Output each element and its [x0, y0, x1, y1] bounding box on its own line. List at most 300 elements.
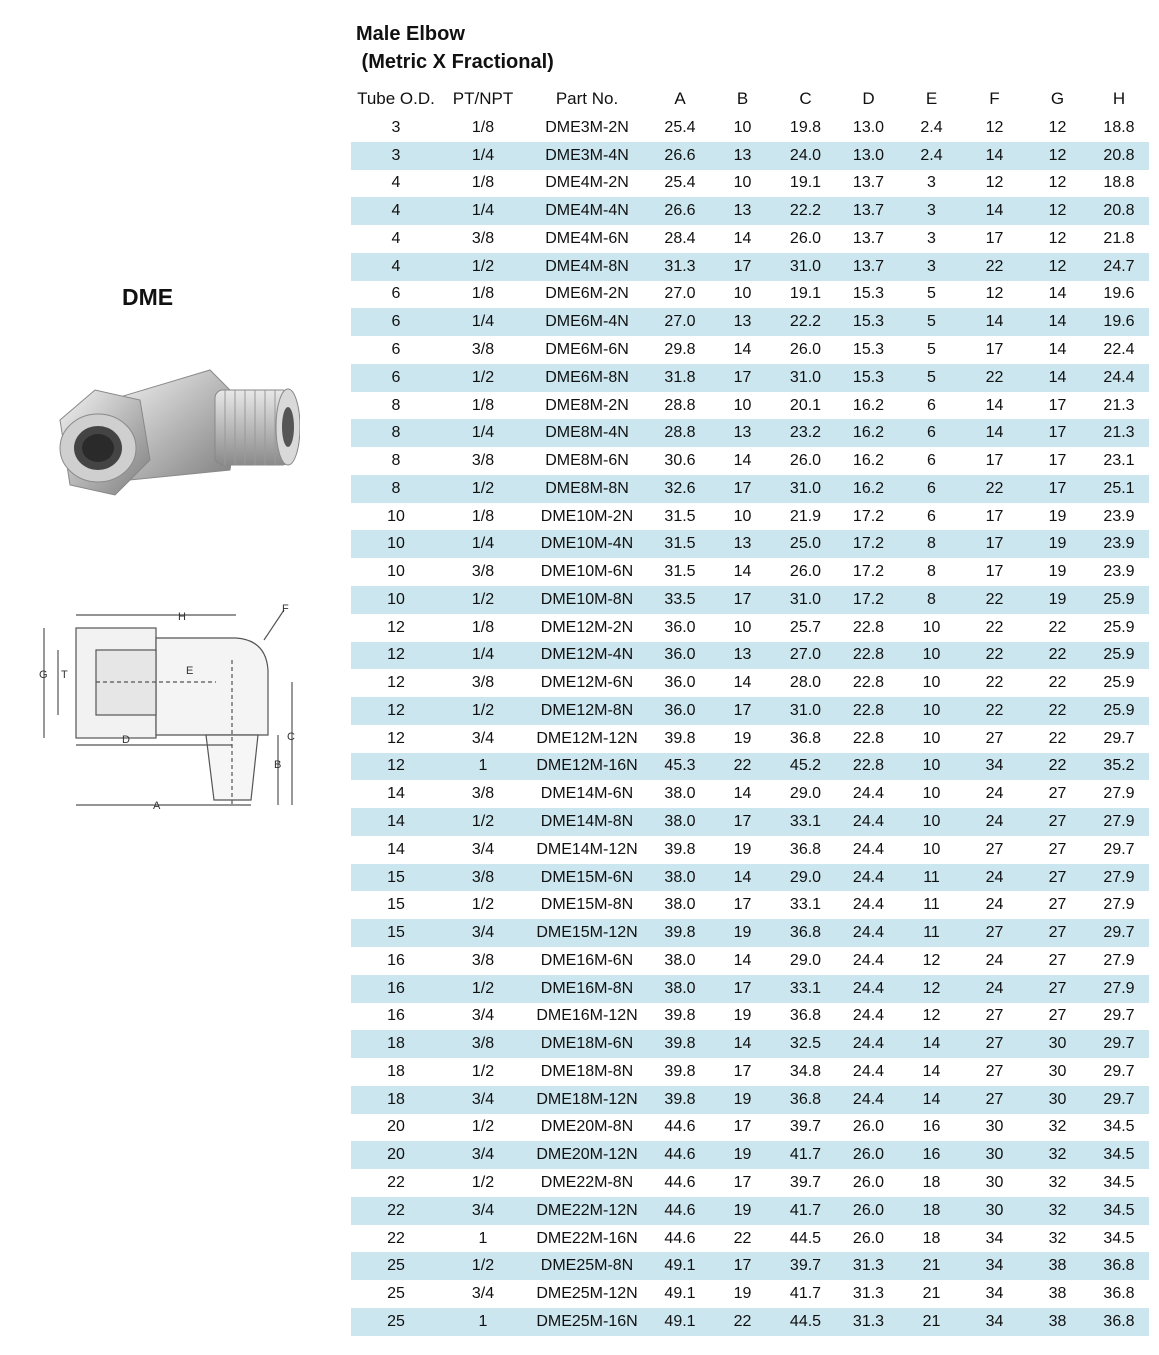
- table-cell: DME8M-4N: [525, 419, 649, 447]
- table-cell: 15.3: [837, 364, 900, 392]
- table-cell: 1/4: [441, 642, 525, 670]
- table-cell: 34.5: [1089, 1197, 1149, 1225]
- table-cell: 38.0: [664, 785, 696, 803]
- table-row: [351, 1197, 1149, 1225]
- table-cell: 20.8: [1089, 197, 1149, 225]
- table-cell: 3/8: [471, 674, 495, 692]
- table-cell: 6: [927, 452, 936, 470]
- table-cell: 22: [351, 1197, 441, 1225]
- table-cell: 1/2: [441, 364, 525, 392]
- table-cell: 13: [711, 419, 774, 447]
- table-cell: 12: [922, 951, 941, 969]
- table-row: [351, 753, 1149, 781]
- table-cell: 44.6: [664, 1229, 696, 1247]
- table-cell: 19: [1048, 563, 1067, 581]
- table-cell: 39.8: [664, 1007, 696, 1025]
- table-row: [351, 308, 1149, 336]
- table-cell: 16.2: [837, 419, 900, 447]
- table-cell: 24.4: [837, 1086, 900, 1114]
- table-cell: 1/2: [441, 1252, 525, 1280]
- table-cell: 1: [441, 1308, 525, 1336]
- table-row: [351, 419, 1149, 447]
- table-cell: 10: [733, 174, 752, 192]
- table-cell: 12: [387, 674, 405, 692]
- table-cell: 31.3: [649, 253, 711, 281]
- table-cell: DME22M-8N: [540, 1173, 634, 1191]
- table-row: [351, 558, 1149, 586]
- table-row: [351, 864, 1149, 892]
- table-cell: 22: [963, 586, 1026, 614]
- table-cell: 24.7: [1089, 253, 1149, 281]
- table-row: [351, 475, 1149, 503]
- table-row: [351, 1225, 1149, 1253]
- table-cell: 10: [922, 840, 941, 858]
- table-cell: 27.9: [1089, 864, 1149, 892]
- table-cell: 14: [387, 785, 405, 803]
- table-cell: 27: [1048, 951, 1067, 969]
- table-cell: 38: [1048, 1285, 1067, 1303]
- table-cell: 24: [963, 864, 1026, 892]
- dim-label-f: F: [282, 603, 289, 615]
- table-cell: 27: [1026, 975, 1089, 1003]
- table-cell: 15: [387, 896, 405, 914]
- table-cell: 17: [1048, 452, 1067, 470]
- table-cell: 10: [900, 697, 963, 725]
- table-cell: 36.8: [774, 1086, 837, 1114]
- table-row: [351, 1086, 1149, 1114]
- table-cell: 19.6: [1089, 308, 1149, 336]
- table-cell: 17: [711, 253, 774, 281]
- table-cell: 8: [351, 419, 441, 447]
- table-cell: 38.0: [649, 808, 711, 836]
- table-cell: 16: [900, 1141, 963, 1169]
- table-cell: 21.3: [1089, 419, 1149, 447]
- table-cell: 44.6: [649, 1197, 711, 1225]
- column-header: G: [1050, 89, 1065, 108]
- dim-label-c: C: [287, 731, 295, 743]
- table-cell: 3: [351, 142, 441, 170]
- table-row: [351, 586, 1149, 614]
- table-cell: 27: [985, 840, 1004, 858]
- table-cell: 25: [351, 1308, 441, 1336]
- table-cell: 32: [1048, 1229, 1067, 1247]
- table-cell: 18: [387, 1062, 405, 1080]
- table-cell: 36.0: [664, 674, 696, 692]
- table-cell: 22.8: [852, 674, 885, 692]
- title-line-2: (Metric X Fractional): [356, 51, 554, 73]
- table-cell: 21: [900, 1308, 963, 1336]
- table-cell: 24.4: [837, 919, 900, 947]
- table-cell: 22.8: [837, 753, 900, 781]
- table-cell: 17: [711, 975, 774, 1003]
- table-cell: 12: [387, 729, 405, 747]
- table-cell: 1/2: [441, 808, 525, 836]
- table-row: [351, 697, 1149, 725]
- table-cell: 26.0: [852, 1118, 885, 1136]
- table-cell: 3: [900, 253, 963, 281]
- table-cell: 1/8: [471, 618, 495, 636]
- table-cell: 29.0: [789, 785, 822, 803]
- table-cell: DME6M-6N: [545, 341, 629, 358]
- column-header: PT/NPT: [452, 89, 514, 108]
- table-cell: 22: [985, 674, 1004, 692]
- table-cell: 12: [387, 618, 405, 636]
- table-row: [351, 114, 1149, 142]
- table-cell: DME12M-16N: [525, 753, 649, 781]
- table-cell: 24.4: [852, 1062, 885, 1080]
- table-cell: 39.8: [649, 1086, 711, 1114]
- table-cell: 30: [963, 1197, 1026, 1225]
- table-cell: 6: [927, 396, 936, 414]
- table-cell: 23.9: [1103, 507, 1135, 525]
- table-cell: DME3M-2N: [545, 118, 629, 136]
- table-cell: 18: [900, 1197, 963, 1225]
- table-cell: 27: [1048, 840, 1067, 858]
- dimension-drawing: [36, 600, 300, 820]
- table-cell: 5: [927, 285, 936, 303]
- table-cell: DME6M-8N: [525, 364, 649, 392]
- page-title: [356, 20, 554, 76]
- table-cell: 23.9: [1103, 563, 1135, 581]
- table-cell: 27: [1026, 808, 1089, 836]
- table-cell: 17: [1026, 419, 1089, 447]
- table-cell: 14: [733, 452, 752, 470]
- table-cell: 17: [711, 1252, 774, 1280]
- table-cell: 33.1: [789, 896, 822, 914]
- table-cell: 44.5: [774, 1308, 837, 1336]
- table-cell: 44.6: [664, 1173, 696, 1191]
- table-cell: 26.0: [852, 1229, 885, 1247]
- table-row: [351, 780, 1149, 808]
- spec-table: [351, 84, 1149, 1336]
- table-cell: 17: [711, 475, 774, 503]
- table-cell: 36.0: [649, 697, 711, 725]
- table-cell: 32: [1026, 1197, 1089, 1225]
- table-cell: 22: [1048, 618, 1067, 636]
- table-row: [351, 197, 1149, 225]
- table-cell: 45.3: [649, 753, 711, 781]
- table-cell: 31.5: [664, 507, 696, 525]
- table-cell: 3/8: [471, 785, 495, 803]
- table-cell: 21.9: [789, 507, 822, 525]
- table-cell: 18: [351, 1030, 441, 1058]
- table-cell: 12: [351, 753, 441, 781]
- table-cell: 22: [711, 753, 774, 781]
- table-row: [351, 1280, 1149, 1308]
- table-cell: 22.8: [837, 697, 900, 725]
- table-cell: 3: [391, 118, 401, 136]
- table-cell: 19: [733, 1285, 752, 1303]
- table-cell: 10: [351, 586, 441, 614]
- table-cell: 17: [711, 808, 774, 836]
- table-cell: 25.9: [1089, 642, 1149, 670]
- table-cell: 44.6: [649, 1141, 711, 1169]
- table-cell: 17.2: [837, 530, 900, 558]
- table-cell: 1/2: [441, 253, 525, 281]
- table-cell: 1/8: [471, 285, 495, 303]
- table-cell: 16: [387, 951, 405, 969]
- table-cell: 26.0: [789, 341, 822, 358]
- table-cell: 22: [1048, 674, 1067, 692]
- table-cell: 23.1: [1103, 452, 1135, 470]
- table-cell: 17: [733, 896, 752, 914]
- table-cell: 29.7: [1089, 1030, 1149, 1058]
- table-cell: 17: [985, 341, 1004, 358]
- table-cell: 3/8: [471, 452, 495, 470]
- table-cell: 10: [387, 507, 405, 525]
- table-cell: 24: [985, 896, 1004, 914]
- table-cell: 10: [733, 396, 752, 414]
- table-cell: 18: [351, 1086, 441, 1114]
- table-cell: 1/2: [471, 1062, 495, 1080]
- table-cell: 39.8: [664, 1062, 696, 1080]
- table-cell: 20.1: [789, 396, 822, 414]
- table-cell: 36.8: [1089, 1252, 1149, 1280]
- table-cell: 1/8: [471, 118, 495, 136]
- table-cell: DME10M-8N: [525, 586, 649, 614]
- table-cell: 14: [900, 1086, 963, 1114]
- table-cell: 22: [1026, 697, 1089, 725]
- table-cell: 1/8: [471, 174, 495, 192]
- table-cell: 27: [1026, 864, 1089, 892]
- table-row: [351, 503, 1149, 531]
- table-cell: 29.7: [1089, 1086, 1149, 1114]
- table-cell: 17: [985, 507, 1004, 525]
- table-cell: 3/4: [471, 1007, 495, 1025]
- table-cell: 14: [733, 785, 752, 803]
- table-cell: 6: [351, 364, 441, 392]
- table-cell: 13: [711, 642, 774, 670]
- table-cell: 27.0: [664, 285, 696, 303]
- column-header: E: [925, 89, 938, 108]
- dim-label-d: D: [122, 734, 130, 746]
- table-cell: 14: [1026, 308, 1089, 336]
- table-row: [351, 530, 1149, 558]
- table-cell: DME22M-16N: [536, 1229, 638, 1247]
- table-row: [351, 947, 1149, 975]
- table-cell: 24.4: [852, 951, 885, 969]
- table-cell: 32.5: [774, 1030, 837, 1058]
- table-cell: 26.6: [649, 197, 711, 225]
- table-cell: 36.8: [1089, 1308, 1149, 1336]
- product-photo: [40, 360, 300, 520]
- table-cell: 19.1: [789, 285, 822, 303]
- table-cell: 36.8: [789, 729, 822, 747]
- table-cell: 12: [985, 118, 1004, 136]
- table-cell: DME15M-8N: [540, 896, 634, 914]
- table-cell: 14: [733, 563, 752, 581]
- table-cell: DME6M-4N: [525, 308, 649, 336]
- table-cell: 30.6: [664, 452, 696, 470]
- table-cell: 12: [922, 1007, 941, 1025]
- table-cell: 3/4: [471, 1285, 495, 1303]
- table-cell: 3/8: [471, 951, 495, 969]
- table-cell: 3/8: [441, 1030, 525, 1058]
- table-cell: 26.0: [789, 563, 822, 581]
- table-cell: DME4M-4N: [525, 197, 649, 225]
- table-cell: 24.4: [852, 785, 885, 803]
- table-cell: 28.0: [789, 674, 822, 692]
- table-row: [351, 1058, 1149, 1086]
- table-cell: 3/4: [441, 1141, 525, 1169]
- table-cell: 24.4: [852, 896, 885, 914]
- table-cell: 27.0: [649, 308, 711, 336]
- table-cell: 16.2: [837, 475, 900, 503]
- table-cell: 1/2: [471, 1118, 495, 1136]
- column-header: B: [736, 89, 749, 108]
- table-cell: 14: [711, 864, 774, 892]
- table-cell: 8: [900, 586, 963, 614]
- table-cell: 30: [985, 1118, 1004, 1136]
- table-cell: 11: [900, 864, 963, 892]
- table-cell: 6: [391, 285, 401, 303]
- table-row: [351, 142, 1149, 170]
- table-cell: 31.0: [774, 475, 837, 503]
- table-cell: 15.3: [837, 308, 900, 336]
- table-cell: 28.8: [664, 396, 696, 414]
- table-cell: 13.7: [837, 253, 900, 281]
- table-cell: 1/2: [471, 896, 495, 914]
- table-cell: 29.7: [1103, 1007, 1135, 1025]
- table-cell: 15.3: [852, 341, 885, 358]
- table-cell: DME16M-12N: [536, 1007, 638, 1025]
- table-cell: 12: [351, 642, 441, 670]
- table-cell: 3/8: [471, 341, 495, 358]
- table-row: [351, 1308, 1149, 1336]
- table-cell: 16.2: [852, 452, 885, 470]
- table-cell: 3/4: [441, 1086, 525, 1114]
- table-cell: 31.0: [774, 253, 837, 281]
- table-cell: 18: [922, 1229, 941, 1247]
- table-row: [351, 808, 1149, 836]
- table-cell: 34: [963, 1308, 1026, 1336]
- table-cell: 36.0: [664, 618, 696, 636]
- table-cell: 5: [900, 308, 963, 336]
- table-cell: 2.4: [920, 118, 943, 136]
- table-row: [351, 1030, 1149, 1058]
- table-cell: 1/4: [441, 419, 525, 447]
- table-cell: 3/8: [441, 864, 525, 892]
- table-cell: 14: [963, 197, 1026, 225]
- table-cell: DME3M-4N: [525, 142, 649, 170]
- table-row: [351, 253, 1149, 281]
- table-row: [351, 1114, 1149, 1142]
- table-cell: 6: [391, 341, 401, 358]
- table-cell: 19.8: [789, 118, 822, 136]
- table-cell: DME20M-8N: [540, 1118, 634, 1136]
- table-cell: 14: [733, 341, 752, 358]
- table-cell: 25.9: [1103, 674, 1135, 692]
- table-cell: 4: [351, 253, 441, 281]
- table-cell: 14: [351, 808, 441, 836]
- table-cell: 3: [927, 229, 936, 247]
- table-cell: 21: [900, 1252, 963, 1280]
- table-cell: 10: [922, 618, 941, 636]
- table-cell: 10: [387, 563, 405, 581]
- table-row: [351, 1252, 1149, 1280]
- table-cell: 18.8: [1103, 174, 1135, 192]
- table-cell: 13: [711, 197, 774, 225]
- table-cell: 26.0: [789, 229, 822, 247]
- table-cell: 38.0: [664, 896, 696, 914]
- table-cell: 20.8: [1089, 142, 1149, 170]
- table-cell: 14: [711, 1030, 774, 1058]
- table-cell: 8: [900, 530, 963, 558]
- table-cell: 27: [1048, 896, 1067, 914]
- table-cell: 29.8: [664, 341, 696, 358]
- table-cell: 22: [963, 642, 1026, 670]
- table-cell: 27.0: [774, 642, 837, 670]
- table-row: [351, 642, 1149, 670]
- table-cell: 29.0: [789, 951, 822, 969]
- table-cell: 22: [963, 253, 1026, 281]
- table-row: [351, 836, 1149, 864]
- table-cell: 17.2: [837, 586, 900, 614]
- table-cell: 10: [351, 530, 441, 558]
- table-cell: 10: [900, 808, 963, 836]
- table-cell: DME12M-2N: [540, 618, 634, 636]
- table-cell: DME18M-12N: [525, 1086, 649, 1114]
- table-cell: 1/2: [441, 975, 525, 1003]
- table-cell: 18.8: [1103, 118, 1135, 136]
- table-cell: 24.0: [774, 142, 837, 170]
- table-cell: 24.4: [837, 864, 900, 892]
- table-cell: 36.8: [789, 840, 822, 858]
- table-cell: 15: [351, 864, 441, 892]
- table-cell: 30: [1048, 1062, 1067, 1080]
- table-cell: 39.8: [664, 840, 696, 858]
- table-cell: 1/4: [441, 197, 525, 225]
- table-cell: 4: [391, 174, 401, 192]
- table-cell: 14: [1026, 364, 1089, 392]
- table-cell: 15.3: [852, 285, 885, 303]
- table-cell: 49.1: [649, 1308, 711, 1336]
- table-cell: 34.8: [789, 1062, 822, 1080]
- table-cell: 20: [387, 1118, 405, 1136]
- table-cell: DME14M-12N: [536, 840, 638, 858]
- table-cell: 22: [1026, 642, 1089, 670]
- table-cell: 27.9: [1103, 896, 1135, 914]
- table-cell: 1/8: [471, 396, 495, 414]
- table-cell: 24: [963, 808, 1026, 836]
- table-cell: 29.7: [1103, 840, 1135, 858]
- table-row: [351, 614, 1149, 642]
- table-cell: 25.7: [789, 618, 822, 636]
- dim-label-b: B: [274, 759, 282, 771]
- table-row: [351, 225, 1149, 253]
- table-cell: 22: [963, 697, 1026, 725]
- table-cell: 12: [1048, 229, 1067, 247]
- table-cell: DME16M-6N: [540, 951, 634, 969]
- table-cell: 8: [391, 452, 401, 470]
- table-cell: 17.2: [852, 507, 885, 525]
- table-cell: 14: [733, 229, 752, 247]
- table-cell: 24: [985, 951, 1004, 969]
- table-cell: 3/8: [471, 563, 495, 581]
- table-cell: 12: [1026, 142, 1089, 170]
- table-cell: DME14M-8N: [525, 808, 649, 836]
- table-cell: 39.8: [649, 919, 711, 947]
- table-row: [351, 669, 1149, 697]
- table-cell: 24.4: [837, 975, 900, 1003]
- table-cell: 4: [351, 197, 441, 225]
- table-cell: 24.4: [837, 1030, 900, 1058]
- table-row: [351, 919, 1149, 947]
- table-row: [351, 170, 1149, 198]
- table-cell: 24.4: [852, 1007, 885, 1025]
- table-cell: 24.4: [1089, 364, 1149, 392]
- table-cell: 17: [733, 1062, 752, 1080]
